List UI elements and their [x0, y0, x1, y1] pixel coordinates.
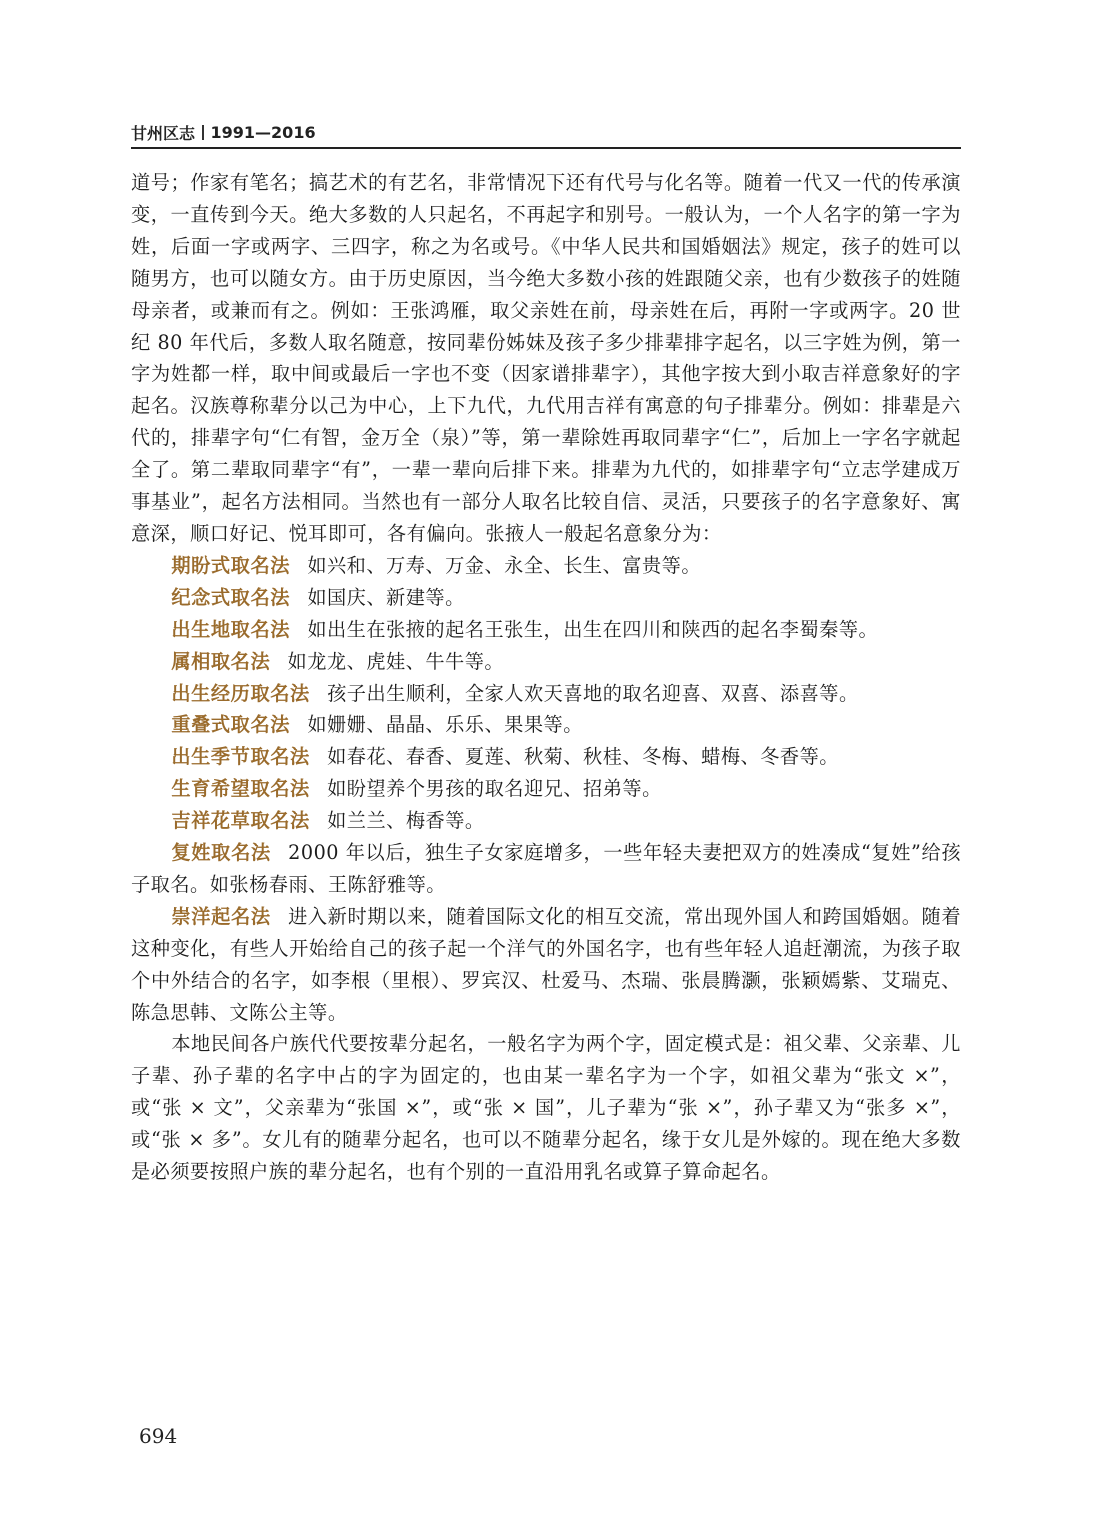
page-number: 694 [139, 1424, 178, 1448]
method-term: 纪念式取名法 [171, 585, 291, 609]
method-term: 生育希望取名法 [171, 777, 310, 801]
method-term: 复姓取名法 [171, 841, 271, 865]
method-text: 如国庆、新建等。 [307, 585, 465, 609]
method-text: 进入新时期以来，随着国际文化的相互交流，常出现外国人和跨国婚姻。随着这种变化，有些人开始给自己的孩子起一个洋气的外国名字，也有些年轻人追赶潮流，为孩子取个中外结合的名字，如李根（里根）、罗宾汉、杜爱马、杰瑞、张晨腾灏，张颖嫣紫、艾瑞克、陈急思韩、文陈公主等。 [131, 904, 962, 1024]
method-term: 属相取名法 [171, 649, 271, 673]
method-text: 如春花、春香、夏莲、秋菊、秋桂、冬梅、蜡梅、冬香等。 [327, 745, 839, 769]
running-header [131, 120, 961, 144]
book-years: 1991—2016 [210, 122, 316, 142]
method-term: 吉祥花草取名法 [171, 809, 310, 833]
method-text: 如姗姗、晶晶、乐乐、果果等。 [307, 713, 583, 737]
method-term: 崇洋起名法 [171, 904, 271, 928]
method-item [131, 741, 961, 773]
intro-paragraph: 道号；作家有笔名；搞艺术的有艺名，非常情况下还有代号与化名等。随着一代又一代的传承演变，一直传到今天。绝大多数的人只起名，不再起字和别号。一般认为，一个人名字的第一字为姓，后面一字或两字、三四字，称之为名或号。《中华人民共和国婚姻法》规定，孩子的姓可以随男方，也可以随女方。由于历史原因，当今绝大多数小孩的姓跟随父亲，也有少数孩子的姓随母亲者，或兼而有之。例如：王张鸿雁，取父亲姓在前，母亲姓在后，再附一字或两字。20 世纪 80 年代后，多数人取名随意，按同辈份姊妹及孩子多少排辈排字起名，以三字姓为例，第一字为姓都一样，取中间或最后一字也不变（因家谱排辈字），其他字按大到小取吉祥意象好的字起名。汉族尊称辈分以己为中心，上下九代，九代用吉祥有寓意的句子排辈分。例如：排辈是六代的，排辈字句“仁有智，金万全（泉）”等，第一辈除姓再取同辈字“仁”，后加上一字名字就起全了。第二辈取同辈字“有”，一辈一辈向后排下来。排辈为九代的，如排辈字句“立志学建成万事基业”，起名方法相同。当然也有一部分人取名比较自信、灵活，只要孩子的名字意象好、寓意深，顺口好记、悦耳即可，各有偏向。张掖人一般起名意象分为： [131, 171, 961, 545]
main-text [131, 167, 961, 1188]
method-term: 出生季节取名法 [171, 745, 310, 769]
method-text: 如龙龙、虎娃、牛牛等。 [287, 649, 505, 673]
method-text: 如出生在张掖的起名王张生，出生在四川和陕西的起名李蜀秦等。 [307, 617, 879, 641]
book-title: 甘州区志 [131, 123, 196, 143]
method-text: 如兰兰、梅香等。 [327, 809, 485, 833]
method-item [131, 805, 961, 837]
method-text: 如兴和、万寿、万金、永全、长生、富贵等。 [307, 553, 702, 577]
closing-paragraph: 本地民间各户族代代要按辈分起名，一般名字为两个字，固定模式是：祖父辈、父亲辈、儿子辈、孙子辈的名字中占的字为固定的，也由某一辈名字为一个字，如祖父辈为“张文 ×”，或“张 × 文”，父亲辈为“张国 ×”，或“张 × 国”，儿子辈为“张 ×”，孙子辈又为“张多 ×”，或“张 × 多”。女儿有的随辈分起名，也可以不随辈分起名，缘于女儿是外嫁的。现在绝大多数是必须要按照户族的辈分起名，也有个别的一直沿用乳名或算子算命起名。 [131, 1032, 961, 1184]
method-item [131, 678, 961, 710]
method-term: 重叠式取名法 [171, 713, 291, 737]
method-item [131, 550, 961, 582]
method-item [131, 901, 961, 1029]
method-term: 出生经历取名法 [171, 681, 310, 705]
method-item [131, 646, 961, 678]
method-item [131, 582, 961, 614]
header-rule [131, 147, 961, 149]
method-text: 孩子出生顺利，全家人欢天喜地的取名迎喜、双喜、添喜等。 [327, 681, 859, 705]
method-item [131, 773, 961, 805]
header-separator [202, 125, 204, 140]
method-term: 期盼式取名法 [171, 553, 291, 577]
method-item [131, 709, 961, 741]
method-term: 出生地取名法 [171, 617, 291, 641]
method-item [131, 837, 961, 901]
method-text: 2000 年以后，独生子女家庭增多，一些年轻夫妻把双方的姓凑成“复姓”给孩子取名。如张杨春雨、王陈舒雅等。 [131, 841, 962, 896]
method-text: 如盼望养个男孩的取名迎兄、招弟等。 [327, 777, 662, 801]
method-item [131, 614, 961, 646]
